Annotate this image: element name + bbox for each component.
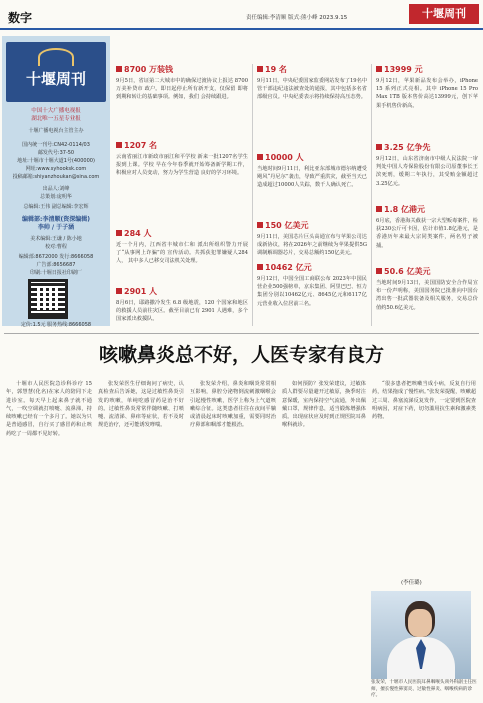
doctor-photo [371,591,471,679]
masthead-logo [6,42,106,102]
number-title: 3.25 亿争先 [376,142,478,153]
masthead-sidebar [2,36,110,326]
masthead-line: 出品人:刘峰 [42,186,70,192]
number-item [376,204,478,250]
number-title: 8700 万装钱 [116,64,248,75]
red-square-icon [376,268,382,274]
number-body: 9月12日，苹果新品发布会举办，iPhone 15 系列正式亮相。其中 iPhone 15 Pro Max 1TB 版本售价高达13999元，创下苹果手机售价新高。 [376,78,478,109]
number-body: 9月12日，中国全国工商联公布 2023年中国民营企业500强榜单，京东集团、阿里巴巴、恒力集团分别以10462亿元、8645亿元和6117亿元营业收入位居前三名。 [257,276,367,307]
story-column [6,380,92,438]
number-title: 50.6 亿美元 [376,266,478,277]
story-column [282,380,366,430]
masthead-line: 印刷:十堰日报社印刷厂 [30,270,82,276]
masthead-line: 湖北唯一五星专业报 [31,116,81,122]
red-square-icon [257,264,263,270]
masthead-line: 广告部:8656687 [36,262,76,268]
number-title: 284 人 [116,228,248,239]
number-title: 1207 名 [116,140,248,151]
masthead-line: 总策划:庞明华 [40,194,72,200]
red-square-icon [257,154,263,160]
masthead-line: 美术编辑:王谦 / 陈小地 [30,236,82,242]
column-divider [252,64,253,326]
masthead-line: 国内统一刊号:CN42-0114/03 [22,142,90,148]
number-body: 9月11日，美国芯片巨头高通宣布与苹果公司达成新协议，将在2026年之前继续为苹果提供5G调制解调器芯片，交易总额约150亿美元。 [257,234,367,257]
number-body: 6月底，香港海关截获一宗大型贩毒案件，检获230公斤可卡因，估计市值1.8亿港元，是香港历年来最大宗同类案件，两名男子被捕。 [376,218,478,249]
number-body: 9月5日，省证第二大城市中的确保过渡协议上报达 8700 万美补贷市 政户。即日起停止所有新开支，仅保留 即将到期和转让的基础事项。例如，我们 会持续跟进。 [116,78,248,101]
story-paragraph: 十堰市人民医院急诊科诊疗 15 年，郭慧慧(化名)在家人的陪同下走进诊室。每天早上起来鼻子就不通气，一吹空调就打喷嚏、流鼻涕，持续咳嗽已经有一个多月了。她以为只是普通感冒，自行买了感冒药和止咳药吃了一周都不见好转。 [6,381,92,437]
number-item [376,266,478,312]
masthead-line: 编辑部:李清顺(资深编辑) [22,216,90,223]
photo-face [408,609,432,637]
story-column [190,380,276,430]
number-item [257,262,367,308]
photo-caption: 张发荣，十堰市人民医院耳鼻咽喉头颈外科副主任医师，擅长慢性鼻窦炎、过敏性鼻炎、咽喉疾病的诊疗。 [371,680,477,698]
number-body: 近一个月内，江西省丰城市仁和 派出所组织警力开展了“从事网上诈骗”的 宣传活动。共抓获犯罪嫌疑人284人， 其中多人已移交司法机关处理。 [116,242,248,265]
brand-logo: 十堰周刊 [409,4,479,24]
qr-code-icon [28,279,68,319]
logo-arch-icon [38,48,74,66]
number-title: 10462 亿元 [257,262,367,273]
number-item [116,64,248,102]
masthead-line: 十堰广播电视台主管主办 [28,128,84,134]
number-body: 云南省丽江市新政市丽江和平学校 新来一批1207名学生报到上课。学校 早在今年春季就开始筹备新学期工作， 积极应对人员变动，努力为学生营造 良好的学习环境。 [116,154,248,177]
red-square-icon [257,66,263,72]
number-title: 150 亿美元 [257,220,367,231]
number-body: 9月11日，中央纪委国家监委网站发布了19名中管干部违纪违法被查处的通报，其中包括多名省部级官员。中央纪委表示将持续保持高压态势。 [257,78,367,101]
red-square-icon [376,66,382,72]
number-item [257,64,367,102]
story-paragraph: 张发荣介绍，鼻炎和咽炎常常相互影响，鼻腔分泌物倒流刺激咽喉会引起慢性咳嗽，医学上称为上气道咳嗽综合征。这类患者往往在夜间平躺或清晨起床时咳嗽加重，需要同时治疗鼻部和咽部才能根治。 [190,381,276,429]
number-title: 1.8 亿港元 [376,204,478,215]
number-item [116,228,248,266]
page-header [0,0,483,30]
section-divider [4,333,479,334]
number-item [116,286,248,324]
red-square-icon [376,206,382,212]
number-title: 19 名 [257,64,367,75]
story-column [98,380,184,430]
masthead-line: 网址:www.syhooksk.com [25,166,87,172]
editor-credits: 责任编辑:李清顺 版式:熊小峰 2023.9.15 [246,15,348,21]
section-name: 数字 [8,11,33,25]
masthead-line: 编辑部:8672000 发行:8666058 [18,254,94,260]
number-body: 9月12日，山东省济南市中级人民法院一审判处中国人寿保险股份有限公司原董事长王滨死刑，缓期二年执行，其受贿金额超过3.25亿元。 [376,156,478,187]
story-paragraph: “很多患者把咳嗽当成小病，反复自行用药，结果拖成了慢性病。”张发荣提醒，咳嗽超过三周、鼻塞流涕反复发作，一定要到医院查明病因，对症下药，切勿滥用抗生素和激素类药物。 [372,381,476,421]
masthead-line: 李帅 / 于子涵 [37,224,75,231]
column-divider [371,64,372,326]
number-item [116,140,248,178]
number-body: 当地时间9月13日，美国国防安全合作局宣布一份声明称，美国国务院已批准向中国台湾出售一批武器装备及相关服务，交易总价值约50.6亿美元。 [376,280,478,311]
red-square-icon [116,230,122,236]
number-body: 8月6日，耶路撒冷发生 6.8 级地震，120 个国家和地区的救援人员前往灾区。截至目前已有 2901 人遇难，多个国家派出救援队。 [116,300,248,323]
story-byline: (李佳璐) [401,580,422,586]
masthead-line: 投稿邮箱:shiyanzhoukan@sina.com [12,174,100,180]
story-paragraph: 张发荣医生仔细询问了病史，认真检查后告诉她，这是过敏性鼻炎引发的咳嗽，单纯吃感冒药是治不好的。过敏性鼻炎常常伴随咳嗽、打喷嚏、流清涕、鼻痒等症状，若不及时规范治疗，还可能诱发哮喘。 [98,381,184,429]
number-item [376,142,478,188]
masthead-line: 定价:1.5元 服务热线:8666058 [20,322,92,328]
red-square-icon [257,222,263,228]
red-square-icon [116,66,122,72]
red-square-icon [116,288,122,294]
number-item [257,152,367,190]
number-body: 当地时间9月11日，利比亚东部城市德尔纳遭受飓风“丹尼尔”袭击，导致严重洪灾，截至当天已造成超过10000人失踪，数千人确认死亡。 [257,166,367,189]
masthead-line: 地址:十堰市十堰大道1号(400000) [17,158,95,164]
number-title: 10000 人 [257,152,367,163]
red-square-icon [116,142,122,148]
masthead-line: 总编辑:王伟 副总编辑:李宏辉 [23,204,89,210]
story-paragraph: 如何预防？张发荣建议，过敏体质人群要尽量避开过敏原，换季时注意保暖，室内保持空气流通，外出佩戴口罩，规律作息，适当锻炼增强体质。出现症状应及时到正规医院耳鼻喉科就诊。 [282,381,366,429]
number-title: 13999 元 [376,64,478,75]
number-item [376,64,478,110]
masthead-line: 校对:曹程 [45,244,67,250]
red-square-icon [376,144,382,150]
story-column [372,380,476,421]
masthead-line: 邮发代号:37-50 [37,150,75,156]
masthead-title: 十堰周刊 [25,70,86,88]
masthead-line: 中国十大广播电视报 [31,108,81,114]
story-headline: 咳嗽鼻炎总不好，人医专家有良方 [98,344,384,366]
number-item [257,220,367,258]
number-title: 2901 人 [116,286,248,297]
